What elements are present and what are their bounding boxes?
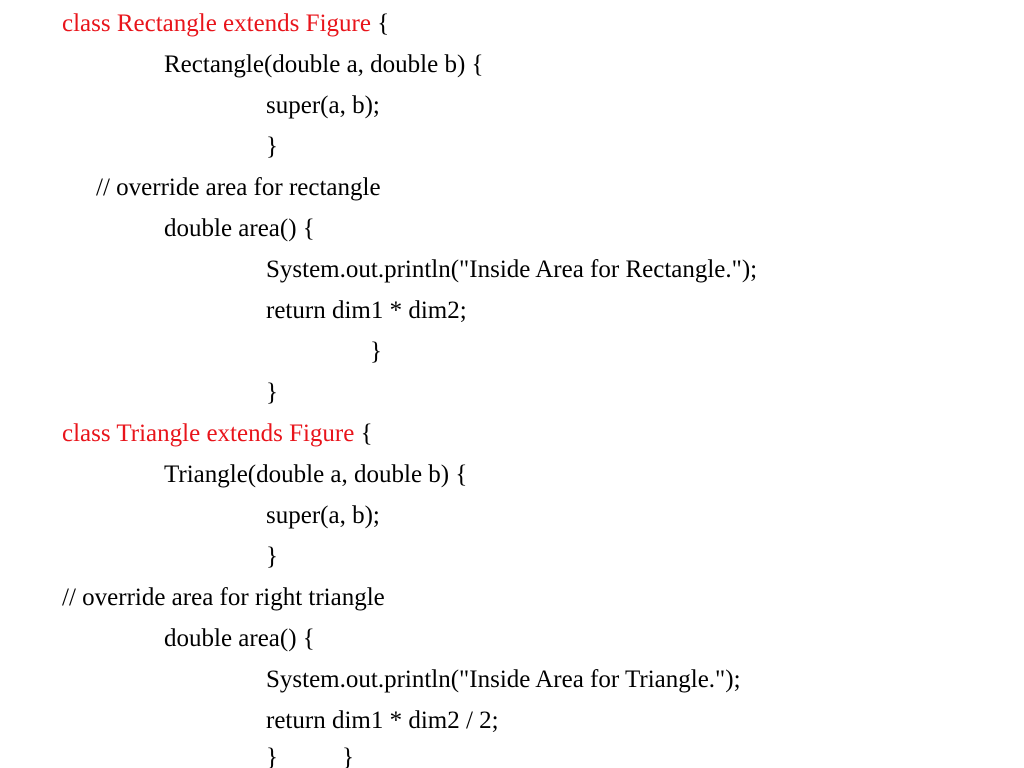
open-brace: { [354, 420, 373, 447]
code-line-close-brace: } [266, 543, 278, 570]
code-line-triangle-constructor: Triangle(double a, double b) { [164, 461, 468, 488]
class-declaration: class Triangle extends Figure [62, 420, 355, 447]
code-line-close-brace: } [266, 133, 278, 160]
code-line-println: System.out.println("Inside Area for Rectangle."); [266, 256, 758, 283]
code-line-println: System.out.println("Inside Area for Triangle."); [266, 666, 741, 693]
code-line-close-brace: } [266, 379, 278, 406]
code-line-return: return dim1 * dim2 / 2; [266, 707, 499, 734]
code-line-rectangle-class [62, 9, 389, 39]
code-line-comment: // override area for right triangle [62, 584, 385, 611]
code-line-super-call: super(a, b); [266, 502, 380, 529]
code-line-comment: // override area for rectangle [96, 174, 381, 201]
code-line-super-call: super(a, b); [266, 92, 380, 119]
code-line-triangle-class [62, 419, 373, 449]
close-brace: } [266, 744, 278, 768]
code-line-area-method: double area() { [164, 215, 315, 242]
code-line-return: return dim1 * dim2; [266, 297, 467, 324]
close-brace: } [342, 744, 354, 768]
code-line-area-method: double area() { [164, 625, 315, 652]
code-line-close-braces [266, 743, 354, 768]
open-brace: { [370, 10, 390, 37]
class-declaration: class Rectangle extends Figure [62, 10, 371, 37]
code-line-rectangle-constructor: Rectangle(double a, double b) { [164, 51, 484, 78]
code-line-close-brace: } [370, 338, 382, 365]
